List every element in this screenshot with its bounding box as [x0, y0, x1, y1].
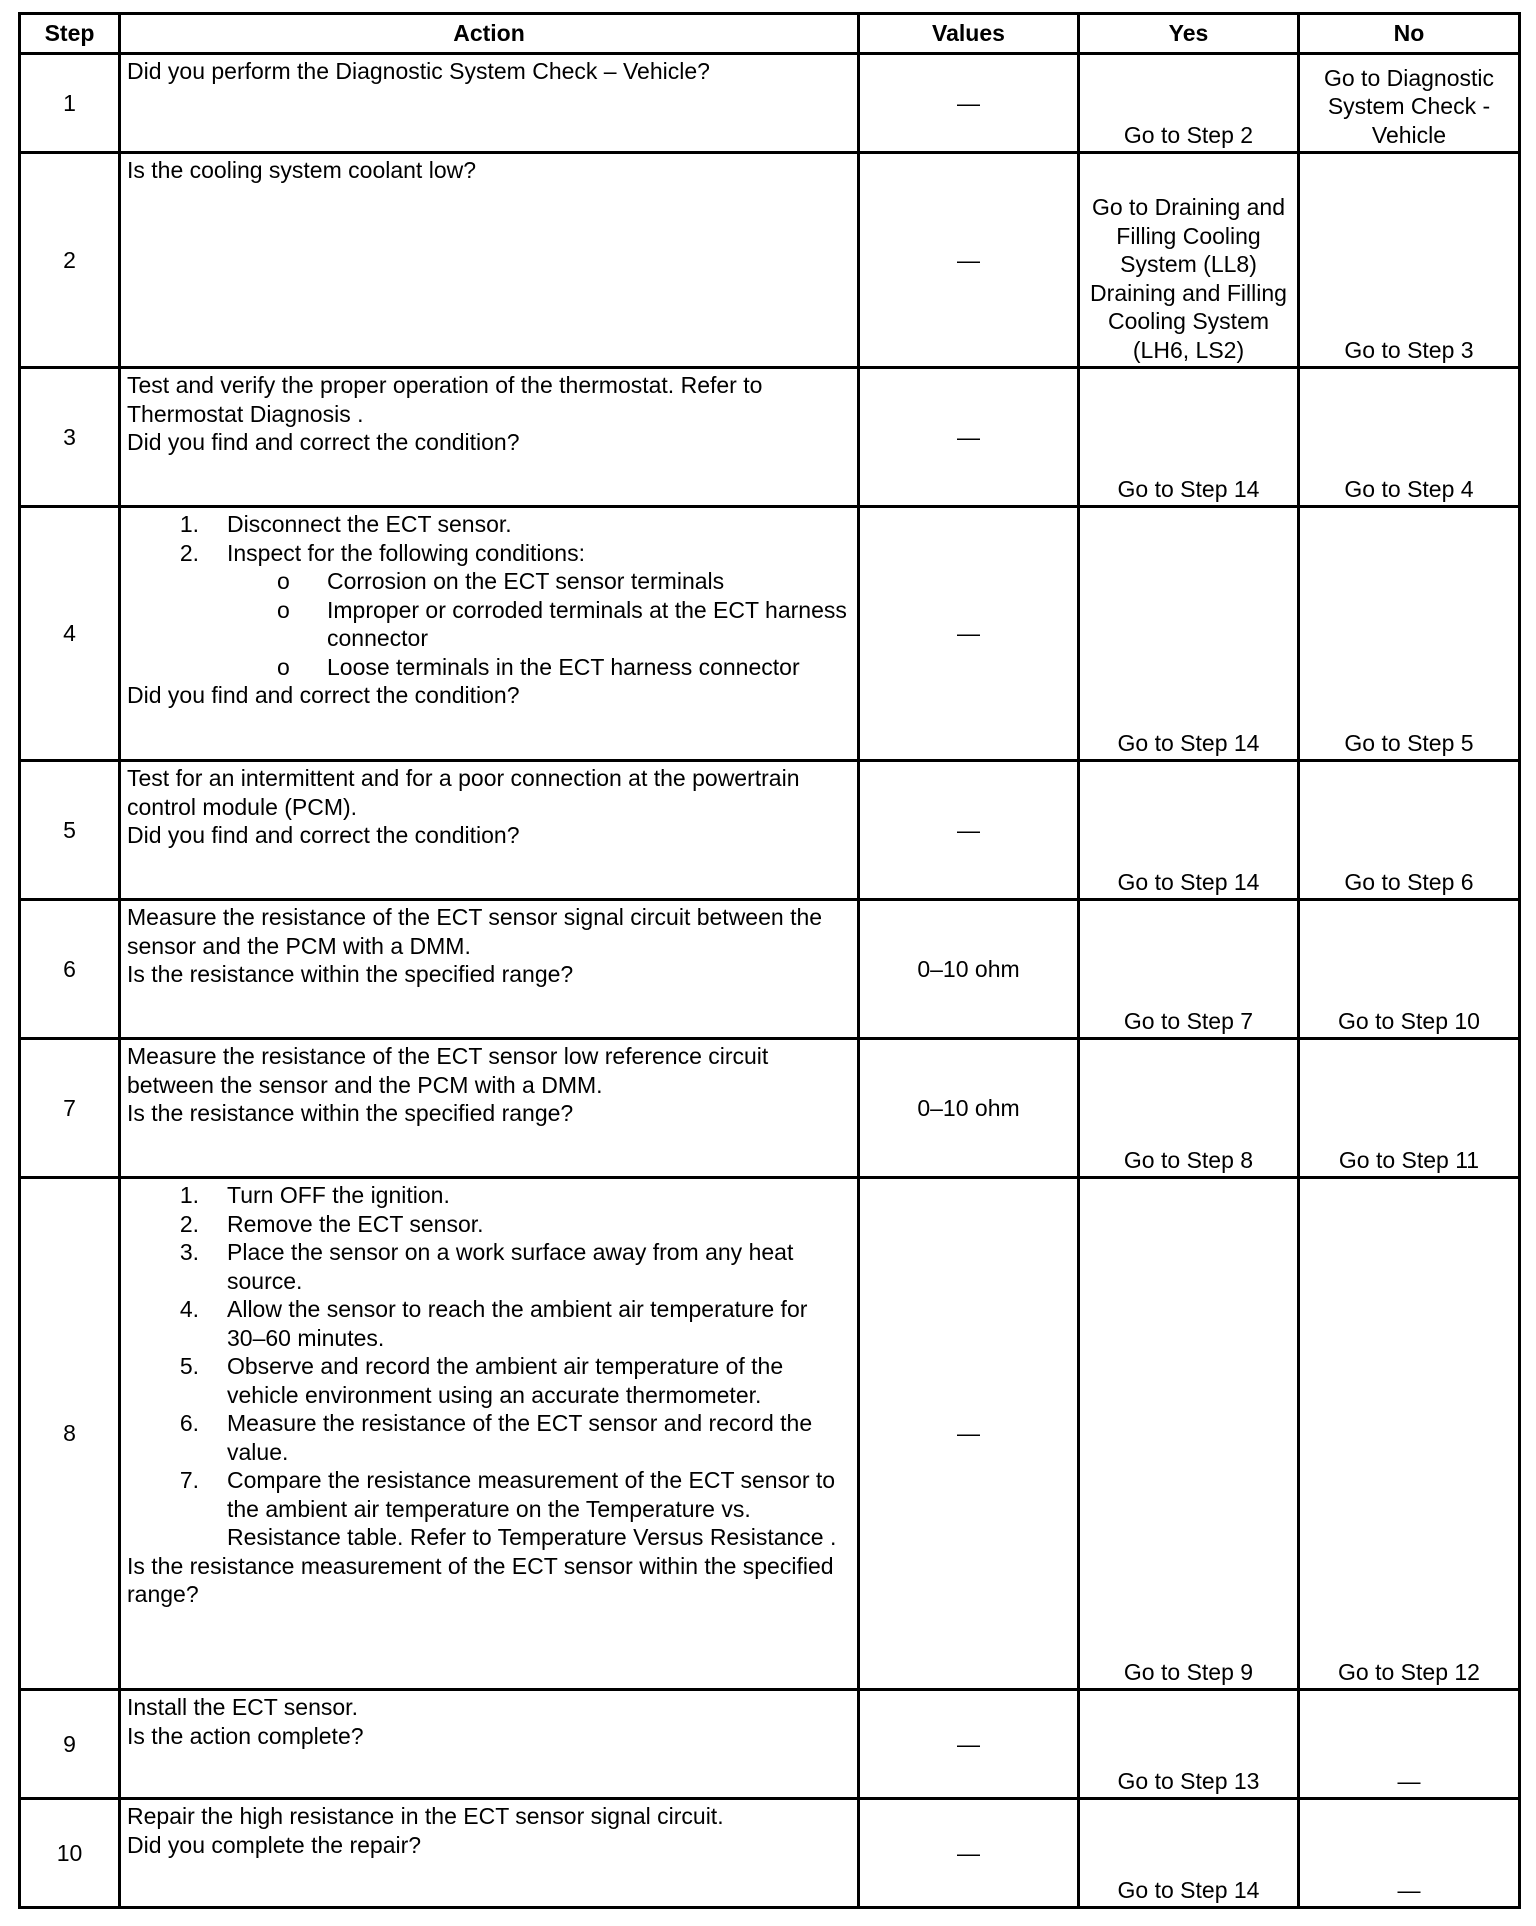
values-cell: 0–10 ohm — [859, 1039, 1079, 1178]
action-cell — [120, 1799, 859, 1908]
values-cell: — — [859, 1690, 1079, 1799]
numbered-list — [127, 510, 851, 681]
action-cell — [120, 1178, 859, 1690]
action-question: Did you find and correct the condition? — [127, 822, 520, 848]
sub-list-item: o Corrosion on the ECT sensor terminals — [327, 567, 851, 596]
list-item: Inspect for the following conditions: o Corrosion on the ECT sensor terminals o Improper or corroded terminals at the ECT harness connector o Loose terminals in the ECT harness connector — [227, 539, 851, 682]
action-text: Test and verify the proper operation of the thermostat. Refer to Thermostat Diagnosis . — [127, 372, 763, 427]
list-item: Disconnect the ECT sensor. — [227, 511, 512, 537]
action-cell — [120, 153, 859, 368]
yes-cell: Go to Step 2 — [1079, 54, 1299, 153]
sub-list-item: o Improper or corroded terminals at the ECT harness connector — [327, 596, 851, 653]
table-row — [20, 507, 1520, 761]
action-cell — [120, 1039, 859, 1178]
values-cell: — — [859, 1799, 1079, 1908]
no-cell: Go to Step 11 — [1299, 1039, 1520, 1178]
list-item: Compare the resistance measurement of the ECT sensor to the ambient air temperature on the Temperature vs. Resistance table. Refer to Temperature Versus Resistance . — [227, 1467, 837, 1550]
values-cell: — — [859, 761, 1079, 900]
table-row — [20, 368, 1520, 507]
diagnostic-table — [18, 12, 1521, 1909]
values-cell: 0–10 ohm — [859, 900, 1079, 1039]
values-cell: — — [859, 368, 1079, 507]
action-text: Install the ECT sensor. — [127, 1694, 358, 1720]
table-row — [20, 153, 1520, 368]
no-cell: Go to Step 3 — [1299, 153, 1520, 368]
no-cell: — — [1299, 1799, 1520, 1908]
action-text: Did you perform the Diagnostic System Check – Vehicle? — [127, 58, 710, 84]
action-cell — [120, 368, 859, 507]
yes-cell: Go to Step 8 — [1079, 1039, 1299, 1178]
step-number: 9 — [20, 1690, 120, 1799]
table-row — [20, 1178, 1520, 1690]
action-text: Is the cooling system coolant low? — [127, 157, 477, 183]
step-number: 3 — [20, 368, 120, 507]
no-cell: Go to Step 10 — [1299, 900, 1520, 1039]
no-cell: Go to Step 6 — [1299, 761, 1520, 900]
action-text: Measure the resistance of the ECT sensor signal circuit between the sensor and the PCM with a DMM. — [127, 904, 823, 959]
step-number: 1 — [20, 54, 120, 153]
action-cell — [120, 54, 859, 153]
step-number: 8 — [20, 1178, 120, 1690]
yes-cell: Go to Step 9 — [1079, 1178, 1299, 1690]
header-no: No — [1299, 14, 1520, 54]
action-text: Measure the resistance of the ECT sensor low reference circuit between the sensor and the PCM with a DMM. — [127, 1043, 769, 1098]
yes-cell: Go to Step 14 — [1079, 368, 1299, 507]
header-yes: Yes — [1079, 14, 1299, 54]
action-question: Is the resistance within the specified range? — [127, 1100, 574, 1126]
header-values: Values — [859, 14, 1079, 54]
action-question: Did you find and correct the condition? — [127, 682, 520, 708]
action-text: Repair the high resistance in the ECT sensor signal circuit. — [127, 1803, 724, 1829]
action-text: Test for an intermittent and for a poor connection at the powertrain control module (PCM). — [127, 765, 800, 820]
yes-cell: Go to Step 14 — [1079, 761, 1299, 900]
action-cell — [120, 507, 859, 761]
action-cell — [120, 900, 859, 1039]
yes-cell: Go to Step 14 — [1079, 1799, 1299, 1908]
list-item: Allow the sensor to reach the ambient air temperature for 30–60 minutes. — [227, 1296, 808, 1351]
step-number: 2 — [20, 153, 120, 368]
action-cell — [120, 1690, 859, 1799]
action-question: Did you complete the repair? — [127, 1831, 422, 1858]
yes-cell: Go to Draining and Filling Cooling System (LL8) Draining and Filling Cooling System (LH6, LS2) — [1079, 153, 1299, 368]
list-item: Turn OFF the ignition. — [227, 1182, 450, 1208]
values-cell: — — [859, 1178, 1079, 1690]
no-cell: — — [1299, 1690, 1520, 1799]
table-row — [20, 1039, 1520, 1178]
header-action: Action — [120, 14, 859, 54]
step-number: 4 — [20, 507, 120, 761]
header-step: Step — [20, 14, 120, 54]
step-number: 10 — [20, 1799, 120, 1908]
yes-cell: Go to Step 14 — [1079, 507, 1299, 761]
table-row — [20, 54, 1520, 153]
table-row — [20, 1690, 1520, 1799]
action-question: Is the resistance within the specified range? — [127, 961, 574, 987]
step-number: 7 — [20, 1039, 120, 1178]
sub-list-item: o Loose terminals in the ECT harness connector — [327, 653, 851, 682]
action-question: Did you find and correct the condition? — [127, 429, 520, 455]
action-question: Is the action complete? — [127, 1722, 364, 1749]
action-question: Is the resistance measurement of the ECT sensor within the specified range? — [127, 1552, 834, 1607]
action-cell — [120, 761, 859, 900]
table-row — [20, 900, 1520, 1039]
list-item: Observe and record the ambient air temperature of the vehicle environment using an accurate thermometer. — [227, 1353, 784, 1408]
step-number: 6 — [20, 900, 120, 1039]
no-cell: Go to Step 12 — [1299, 1178, 1520, 1690]
list-item: Measure the resistance of the ECT sensor and record the value. — [227, 1410, 813, 1465]
step-number: 5 — [20, 761, 120, 900]
values-cell: — — [859, 54, 1079, 153]
numbered-list — [127, 1181, 851, 1552]
list-item: Remove the ECT sensor. — [227, 1210, 484, 1237]
table-row — [20, 1799, 1520, 1908]
values-cell: — — [859, 153, 1079, 368]
table-row — [20, 761, 1520, 900]
header-row — [20, 14, 1520, 54]
no-cell: Go to Diagnostic System Check - Vehicle — [1299, 54, 1520, 153]
values-cell: — — [859, 507, 1079, 761]
no-cell: Go to Step 4 — [1299, 368, 1520, 507]
no-cell: Go to Step 5 — [1299, 507, 1520, 761]
bullet-list — [227, 567, 851, 681]
yes-cell: Go to Step 13 — [1079, 1690, 1299, 1799]
list-item: Place the sensor on a work surface away from any heat source. — [227, 1239, 794, 1294]
yes-cell: Go to Step 7 — [1079, 900, 1299, 1039]
